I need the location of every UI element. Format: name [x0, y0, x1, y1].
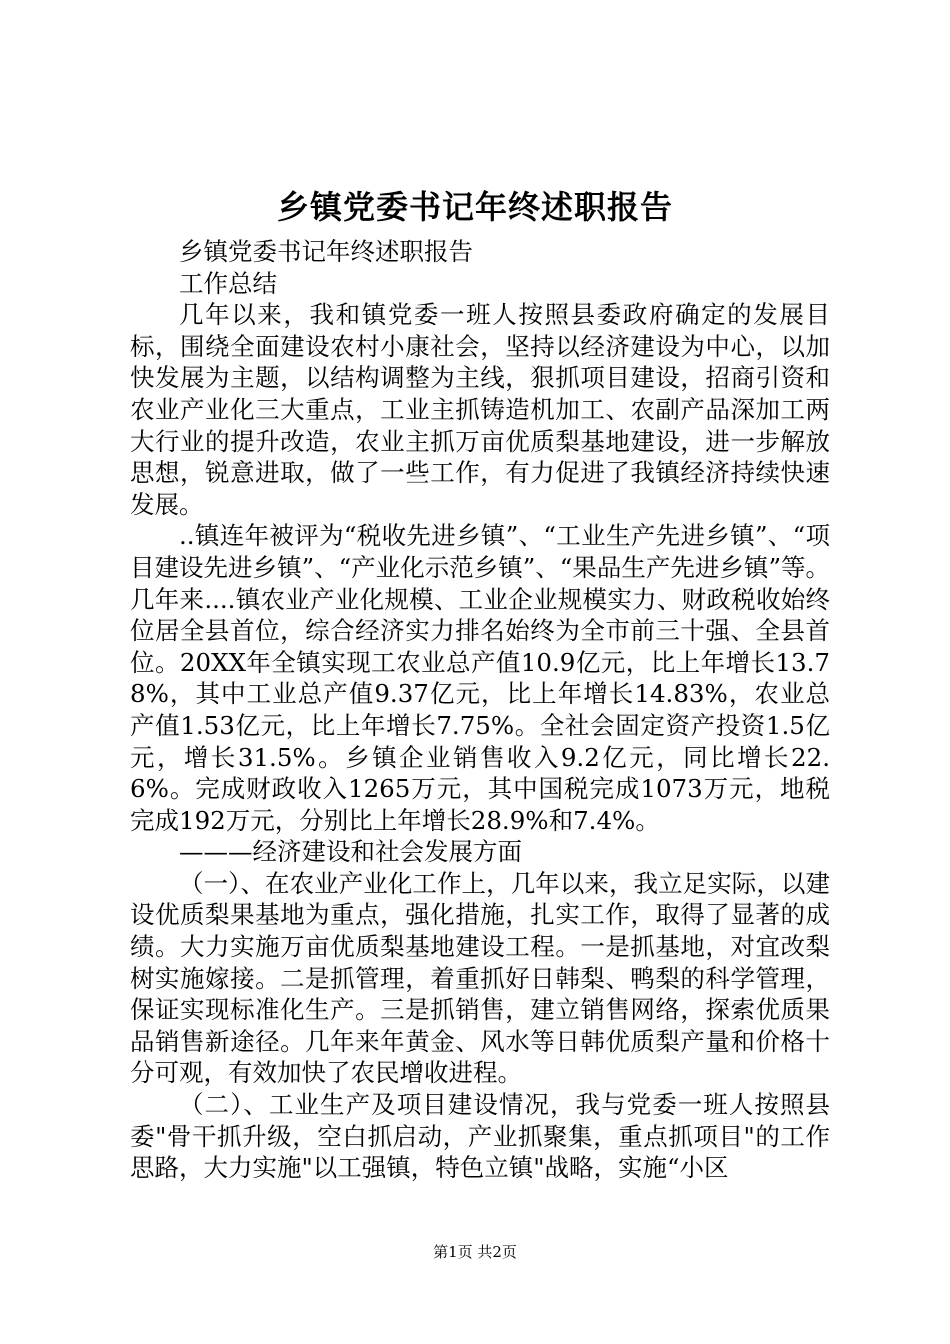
document-body	[130, 236, 830, 1184]
document-title: 乡镇党委书记年终述职报告	[276, 188, 673, 226]
paragraph-industry: （二）、工业生产及项目建设情况，我与党委一班人按照县委"骨干抓升级，空白抓启动，产业抓聚集，重点抓项目"的工作思路，大力实施"以工强镇，特色立镇"战略，实施“小区	[130, 1090, 830, 1183]
paragraph-subtitle: 乡镇党委书记年终述职报告	[179, 237, 473, 266]
paragraph-section-heading: ———经济建设和社会发展方面	[179, 837, 522, 867]
page-footer: 第1页 共2页	[433, 1243, 517, 1261]
paragraph-achievements: ..镇连年被评为“税收先进乡镇”、“工业生产先进乡镇”、“项目建设先进乡镇”、“产业化示范乡镇”、“果品生产先进乡镇”等。几年来....镇农业产业化规模、工业企业规模实力、财政税收始终位居全县首位，综合经济实力排名始终为全市前三十强、全县首位。20XX年全镇实现工农业总产值10.9亿元，比上年增长13.78%，其中工业总产值9.37亿元，比上年增长14.83%，农业总产值1.53亿元，比上年增长7.75%。全社会固定资产投资1.5亿元，增长31.5%。乡镇企业销售收入9.2亿元，同比增长22.6%。完成财政收入1265万元，其中国税完成1073万元，地税完成192万元，分别比上年增长28.9%和7.4%。	[130, 521, 830, 835]
paragraph-agriculture: （一）、在农业产业化工作上，几年以来，我立足实际，以建设优质梨果基地为重点，强化措施，扎实工作，取得了显著的成绩。大力实施万亩优质梨基地建设工程。一是抓基地，对宜改梨树实施嫁接。二是抓管理，着重抓好日韩梨、鸭梨的科学管理，保证实现标准化生产。三是抓销售，建立销售网络，探索优质果品销售新途径。几年来年黄金、风水等日韩优质梨产量和价格十分可观，有效加快了农民增收进程。	[130, 868, 830, 1088]
paragraph-intro: 几年以来，我和镇党委一班人按照县委政府确定的发展目标，围绕全面建设农村小康社会，坚持以经济建设为中心，以加快发展为主题，以结构调整为主线，狠抓项目建设，招商引资和农业产业化三大重点，工业主抓铸造机加工、农副产品深加工两大行业的提升改造，农业主抓万亩优质梨基地建设，进一步解放思想，锐意进取，做了一些工作，有力促进了我镇经济持续快速发展。	[130, 300, 830, 519]
paragraph-section-label: 工作总结	[179, 268, 277, 298]
